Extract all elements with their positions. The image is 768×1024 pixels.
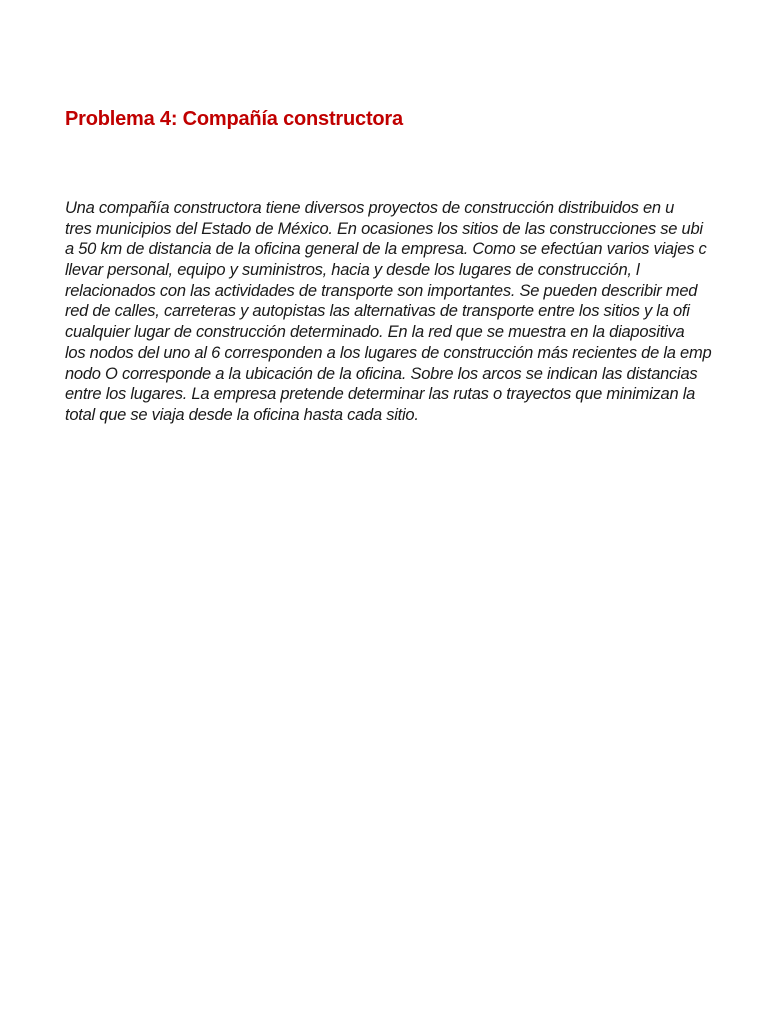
paragraph-line: a 50 km de distancia de la oficina general de la empresa. Como se efectúan varios viajes c — [65, 240, 707, 259]
paragraph-line: tres municipios del Estado de México. En ocasiones los sitios de las construcciones se ubi — [65, 219, 703, 238]
paragraph-line: red de calles, carreteras y autopistas las alternativas de transporte entre los sitios y la ofi — [65, 302, 690, 321]
paragraph-line: total que se viaja desde la oficina hasta cada sitio. — [65, 405, 419, 424]
paragraph-line: llevar personal, equipo y suministros, hacia y desde los lugares de construcción, l — [65, 261, 640, 280]
paragraph-line: Una compañía constructora tiene diversos proyectos de construcción distribuidos en u — [65, 199, 675, 217]
problem-description — [65, 198, 768, 438]
paragraph-line: nodo O corresponde a la ubicación de la oficina. Sobre los arcos se indican las distancias — [65, 364, 698, 383]
paragraph-line: cualquier lugar de construcción determinado. En la red que se muestra en la diapositiva — [65, 323, 685, 342]
paragraph-line: entre los lugares. La empresa pretende determinar las rutas o trayectos que minimizan la — [65, 385, 696, 404]
paragraph-line: relacionados con las actividades de transporte son importantes. Se pueden describir med — [65, 281, 698, 300]
paragraph-line: los nodos del uno al 6 corresponden a los lugares de construcción más recientes de la emp — [65, 343, 712, 362]
page-title: Problema 4: Compañía constructora — [65, 108, 403, 130]
